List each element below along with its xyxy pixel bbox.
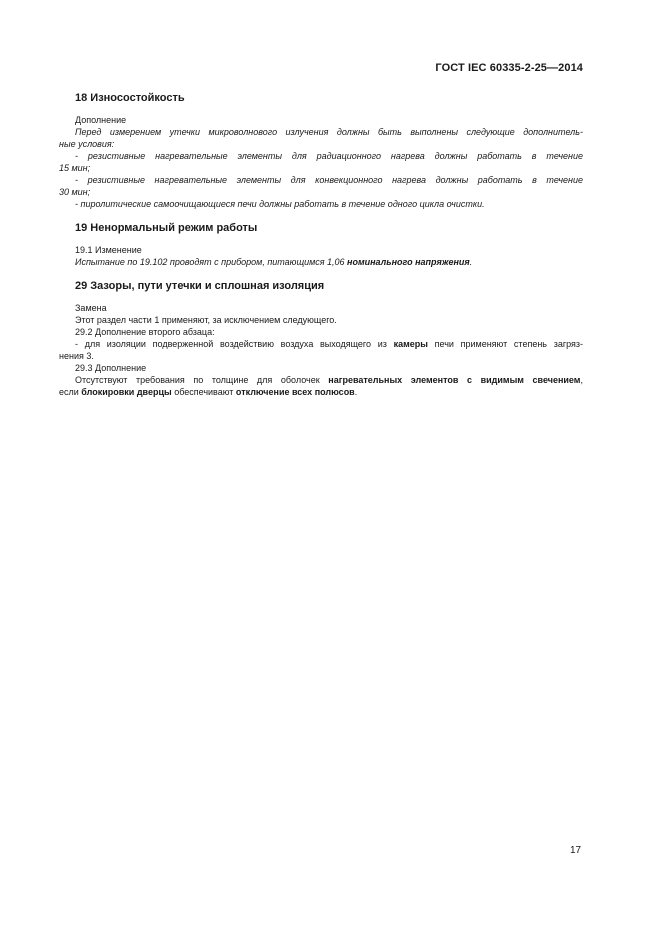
subsection-label: 29.2 Дополнение второго абзаца: <box>75 327 215 337</box>
list-item: - резистивные нагревательные элементы для радиационного нагрева должны работать в течение <box>75 151 583 161</box>
section-type-label: Дополнение <box>75 115 127 125</box>
document-header: ГОСТ IEC 60335-2-25—2014 <box>435 62 583 74</box>
document-body <box>59 92 583 410</box>
section-19 <box>59 222 583 268</box>
section-type-label: Замена <box>75 303 107 313</box>
page-number: 17 <box>570 845 582 856</box>
paragraph-continuation: нения 3. <box>59 351 94 361</box>
paragraph: - для изоляции подверженной воздействию воздуха выходящего из камеры печи применяют степень загряз- <box>75 339 584 349</box>
list-item: - резистивные нагревательные элементы для конвекционного нагрева должны работать в течение <box>75 175 583 185</box>
list-item-continuation: 30 мин; <box>59 187 91 197</box>
paragraph: Перед измерением утечки микроволнового излучения должны быть выполнены следующие дополнитель- <box>75 127 583 137</box>
section-heading: 29 Зазоры, пути утечки и сплошная изоляция <box>75 280 325 292</box>
list-item-continuation: 15 мин; <box>59 163 91 173</box>
section-heading: 18 Износостойкость <box>75 92 185 104</box>
section-18 <box>59 92 583 210</box>
list-item: - пиролитические самоочищающиеся печи должны работать в течение одного цикла очистки. <box>75 199 485 209</box>
paragraph-continuation: если блокировки дверцы обеспечивают отключение всех полюсов. <box>59 387 358 397</box>
subsection-label: 19.1 Изменение <box>75 245 142 255</box>
paragraph: Отсутствуют требования по толщине для оболочек нагревательных элементов с видимым свечением, <box>75 375 583 385</box>
section-29 <box>59 280 583 398</box>
section-heading: 19 Ненормальный режим работы <box>75 222 258 234</box>
subsection-label: 29.3 Дополнение <box>75 363 147 373</box>
paragraph: Испытание по 19.102 проводят с прибором, питающимся 1,06 номинального напряжения. <box>75 257 473 267</box>
paragraph: ные условия: <box>59 139 115 149</box>
paragraph: Этот раздел части 1 применяют, за исключением следующего. <box>75 315 337 325</box>
